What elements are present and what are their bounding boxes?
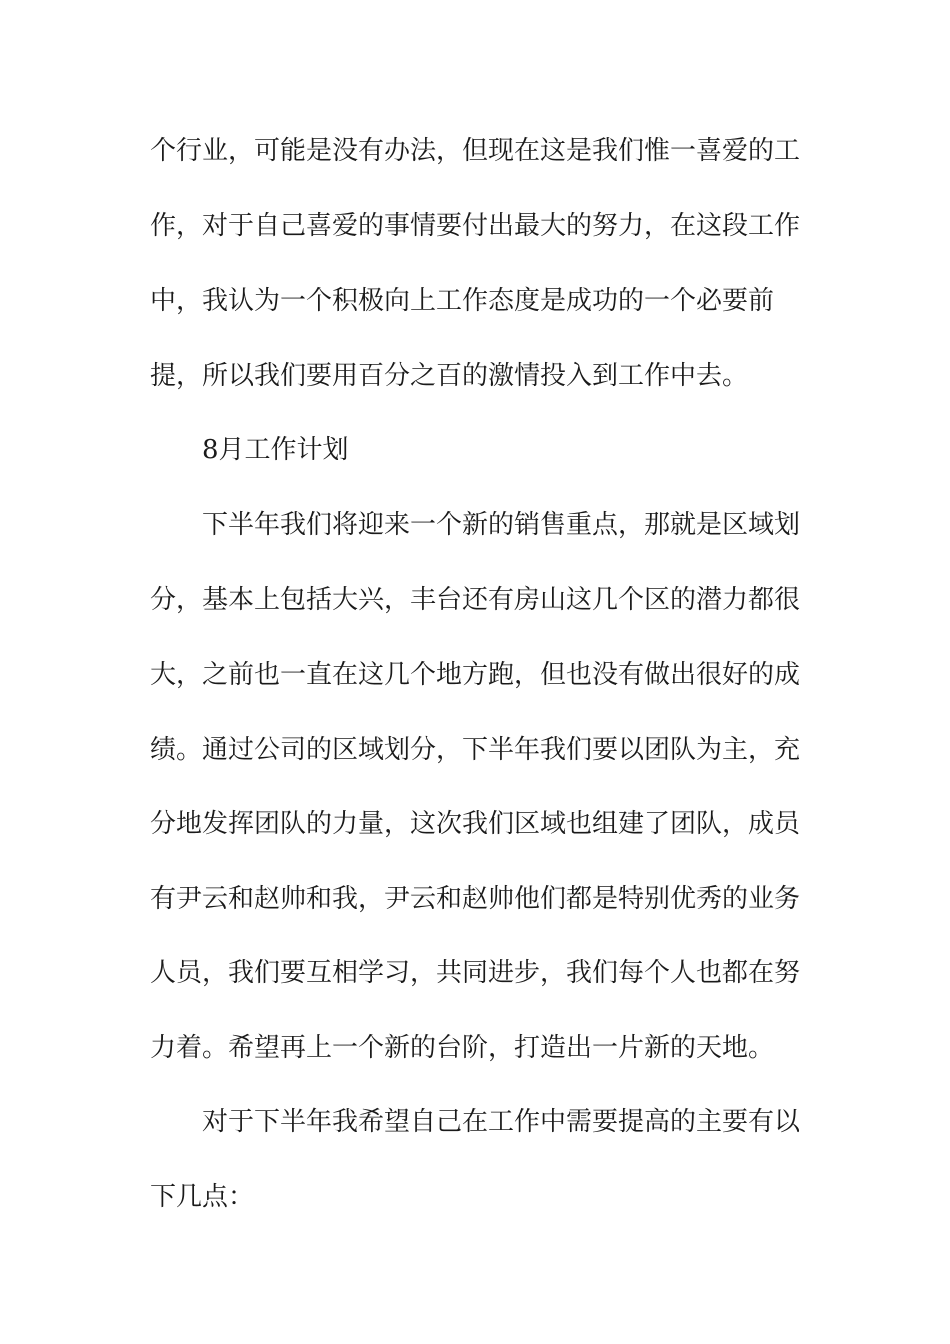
text-line: 作，对于自己喜爱的事情要付出最大的努力，在这段工作 (150, 211, 801, 241)
text-line: 中，我认为一个积极向上工作态度是成功的一个必要前 (150, 286, 775, 316)
text-line: 大，之前也一直在这几个地方跑，但也没有做出很好的成 (150, 660, 801, 690)
text-line: 绩。通过公司的区域划分，下半年我们要以团队为主，充 (150, 735, 801, 765)
text-line: 分地发挥团队的力量，这次我们区域也组建了团队，成员 (150, 809, 801, 839)
text-line: 人员，我们要互相学习，共同进步，我们每个人也都在努 (150, 958, 801, 988)
text-line: 提，所以我们要用百分之百的激情投入到工作中去。 (150, 361, 749, 391)
text-line: 力着。希望再上一个新的台阶，打造出一片新的天地。 (150, 1033, 775, 1063)
text-line: 个行业，可能是没有办法，但现在这是我们惟一喜爱的工 (150, 136, 801, 166)
section-heading: 8月工作计划 (202, 435, 349, 465)
paragraph-start-line: 对于下半年我希望自己在工作中需要提高的主要有以 (202, 1107, 801, 1137)
text-line: 分，基本上包括大兴，丰台还有房山这几个区的潜力都很 (150, 585, 801, 615)
paragraph-start-line: 下半年我们将迎来一个新的销售重点，那就是区域划 (202, 510, 801, 540)
text-line: 下几点： (150, 1182, 255, 1212)
text-line: 有尹云和赵帅和我，尹云和赵帅他们都是特别优秀的业务 (150, 884, 801, 914)
